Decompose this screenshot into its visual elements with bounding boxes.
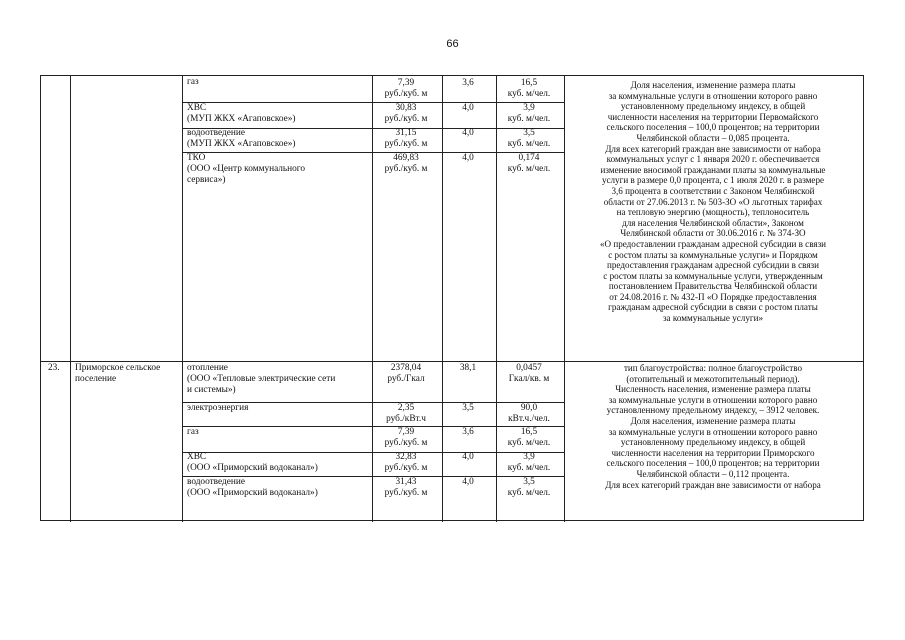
index-value: 3,6 [462, 78, 474, 88]
service-name: водоотведение [187, 128, 245, 138]
tariff-unit: руб./куб. м [384, 114, 428, 124]
tariff-value: 31,43 [395, 477, 417, 487]
service-name: электроэнергия [187, 403, 249, 413]
service-provider: (ООО «Центр коммунального сервиса») [187, 164, 306, 185]
tariff-value: 469,83 [393, 153, 419, 163]
tariff-value: 32,83 [395, 452, 417, 462]
service-name: ТКО [187, 153, 206, 163]
norm-unit: куб. м/чел. [507, 114, 551, 124]
index-value: 4,0 [462, 452, 474, 462]
index-value: 38,1 [459, 363, 477, 373]
tariff-value: 2378,04 [390, 363, 422, 373]
index-value: 3,5 [462, 403, 474, 413]
service-name: ХВС [187, 452, 207, 462]
service-name: водоотведение [187, 477, 245, 487]
col-divider [182, 76, 183, 522]
norm-value: 90,0 [520, 403, 538, 413]
norm-value: 16,5 [520, 78, 538, 88]
tariff-unit: руб./куб. м [384, 463, 428, 473]
tariff-unit: руб./куб. м [384, 438, 428, 448]
index-value: 4,0 [462, 128, 474, 138]
tariff-unit: руб./куб. м [384, 164, 428, 174]
norm-unit: куб. м/чел. [507, 463, 551, 473]
settlement-name: Приморское сельское поселение [75, 363, 161, 384]
norm-value: 16,5 [520, 427, 538, 437]
service-name: газ [187, 77, 199, 87]
norm-value: 0,174 [518, 153, 540, 163]
tariff-value: 30,83 [395, 103, 417, 113]
norm-value: 3,9 [523, 103, 535, 113]
service-name: ХВС [187, 103, 207, 113]
tariff-unit: руб./куб. м [384, 139, 428, 149]
service-provider: (МУП ЖКХ «Агаповское») [187, 114, 296, 124]
note-text: Доля населения, изменение размера платы за коммунальные услуги в отношении которого равно установленному предельному индексу, в общей численности населения на территории Первомайского сельского поселения – 100,0 процентов; на территории Челябинской области – 0,085 процента. Для всех категорий граждан вне зависимости от набора коммунальных услуг с 1 января 2020 г. обеспечивается изменение вносимой гражданами платы за коммунальные услуги в размере 0,0 процента, с 1 июля 2020 г. в размере 3,6 процента в соответствии с Законом Челябинской области от 27.06.2013 г. № 503-ЗО «О льготных тарифах на тепловую энергию (мощность), теплоноситель для населения Челябинской области», Законом Челябинской области от 30.06.2016 г. № 374-ЗО «О предоставлении гражданам адресной субсидии в связи с ростом платы за коммунальные услуги» и Порядком предоставления гражданам адресной субсидии в связи с ростом платы за коммунальные услуги, утвержденным постановлением Правительства Челябинской области от 24.08.2016 г. № 432-П «О Порядке предоставления гражданам адресной субсидии в связи с ростом платы за коммунальные услуги» [599, 80, 827, 324]
tariff-value: 31,15 [395, 128, 417, 138]
norm-unit: куб. м/чел. [507, 164, 551, 174]
norm-value: 3,5 [523, 477, 535, 487]
index-value: 3,6 [462, 427, 474, 437]
service-provider: (МУП ЖКХ «Агаповское») [187, 139, 296, 149]
group-divider [41, 361, 863, 362]
index-value: 4,0 [462, 103, 474, 113]
col-divider [70, 76, 71, 522]
tariff-value: 7,39 [397, 78, 415, 88]
norm-value: 0,0457 [516, 363, 542, 373]
tariff-unit: руб./кВт.ч [386, 414, 426, 424]
norm-value: 3,5 [523, 128, 535, 138]
row-number: 23. [48, 363, 60, 373]
norm-value: 3,9 [523, 452, 535, 462]
tariff-value: 7,39 [397, 427, 415, 437]
norm-unit: Гкал/кв. м [508, 374, 550, 384]
service-provider: (ООО «Приморский водоканал») [187, 488, 318, 498]
tariff-value: 2,35 [397, 403, 415, 413]
service-name: отопление [187, 363, 228, 373]
norm-unit: куб. м/чел. [507, 438, 551, 448]
index-value: 4,0 [462, 477, 474, 487]
tariff-unit: руб./Гкал [387, 374, 425, 384]
service-provider: (ООО «Тепловые электрические сети и системы») [187, 374, 336, 395]
norm-unit: куб. м/чел. [507, 139, 551, 149]
norm-unit: куб. м/чел. [507, 488, 551, 498]
service-provider: (ООО «Приморский водоканал») [187, 463, 318, 473]
tariff-unit: руб./куб. м [384, 488, 428, 498]
page-number: 66 [446, 38, 459, 50]
norm-unit: куб. м/чел. [507, 89, 551, 99]
tariff-unit: руб./куб. м [384, 89, 428, 99]
note-text: тип благоустройства: полное благоустройство (отопительный и межотопительный период). Численность населения, изменение размера платы за коммунальные услуги в отношении которого равно установленному предельному индексу, – 3912 человек. Доля населения, изменение размера платы за коммунальные услуги в отношении которого равно установленному предельному индексу, в общей численности населения на территории Приморского сельского поселения – 100,0 процентов; на территории Челябинской области – 0,112 процента. Для всех категорий граждан вне зависимости от набора [605, 363, 821, 490]
service-name: газ [187, 427, 199, 437]
index-value: 4,0 [462, 153, 474, 163]
norm-unit: кВт.ч./чел. [508, 414, 550, 424]
